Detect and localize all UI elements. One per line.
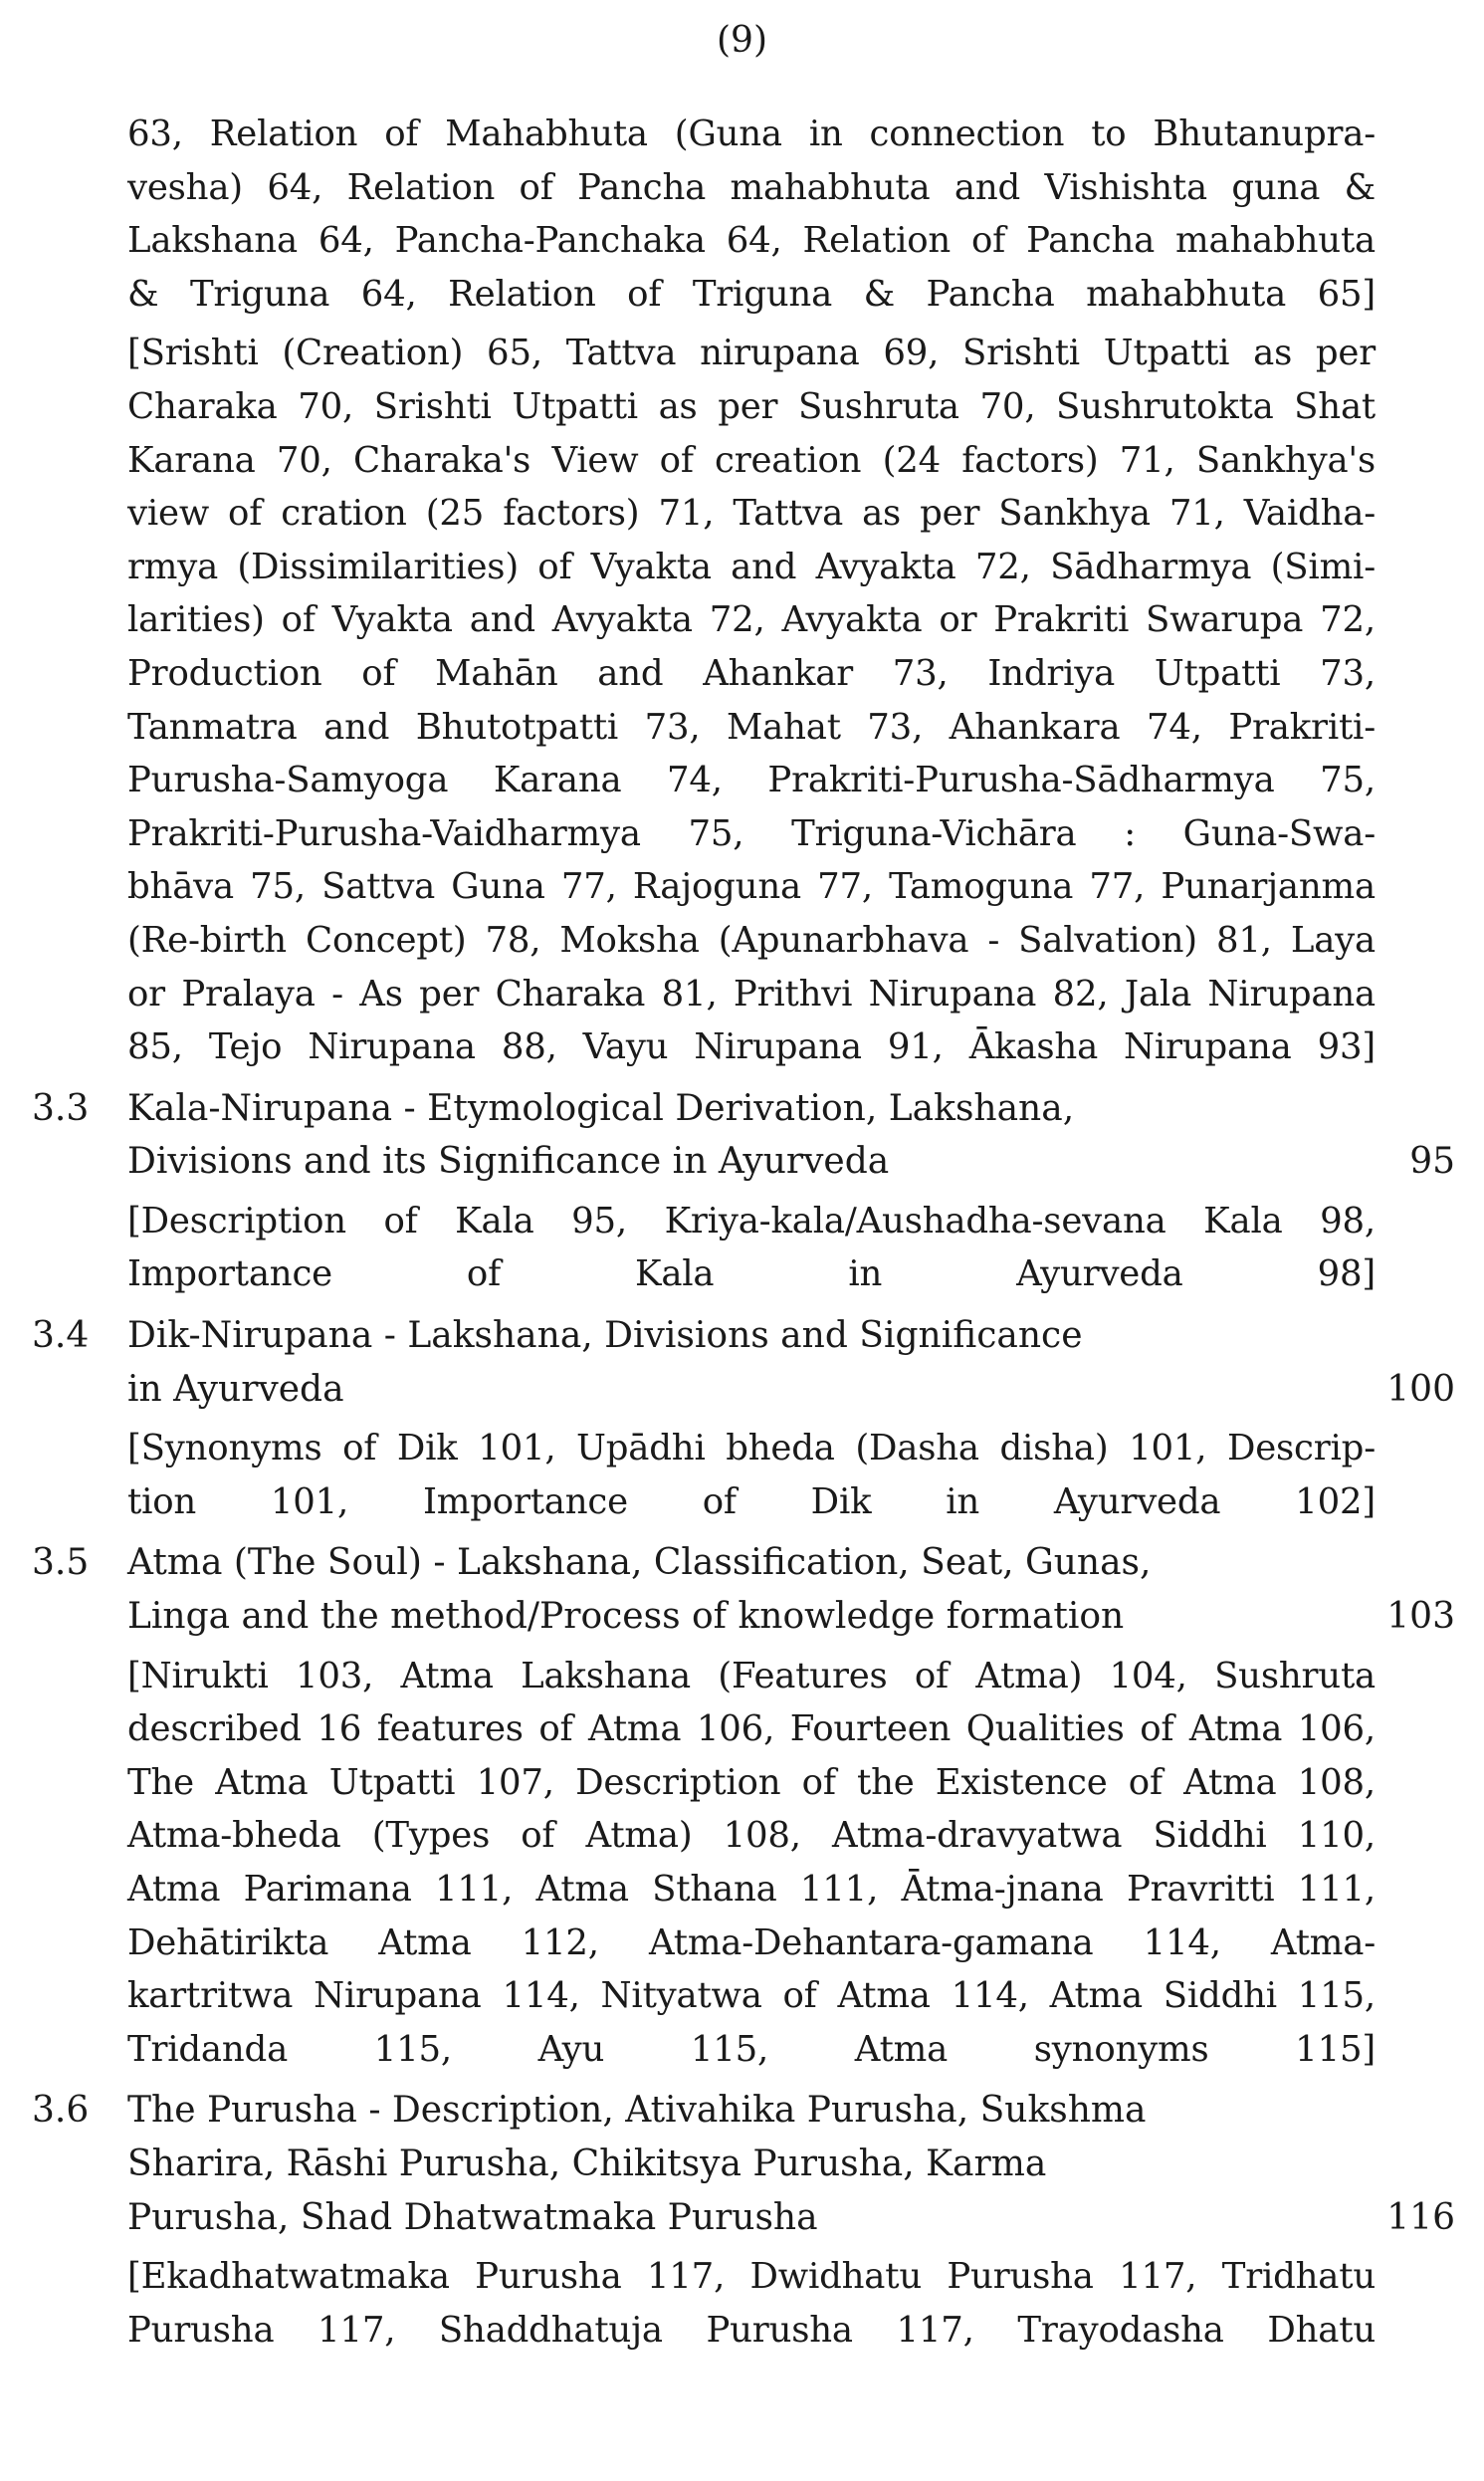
section-number: 3.3 bbox=[32, 1087, 90, 1129]
text-line: Importance of Kala in Ayurveda 98] bbox=[127, 1253, 1376, 1295]
text-line: larities) of Vyakta and Avyakta 72, Avyakta or Prakriti Swarupa 72, bbox=[127, 599, 1376, 641]
section-page-number: 95 bbox=[1409, 1141, 1455, 1183]
text-line: vesha) 64, Relation of Pancha mahabhuta and Vishishta guna & bbox=[127, 166, 1376, 208]
text-line: 85, Tejo Nirupana 88, Vayu Nirupana 91, Ākasha Nirupana 93] bbox=[127, 1026, 1376, 1068]
text-line: Atma-bheda (Types of Atma) 108, Atma-dravyatwa Siddhi 110, bbox=[127, 1815, 1376, 1857]
section-number: 3.4 bbox=[32, 1315, 90, 1357]
section-title bbox=[127, 1536, 1272, 1643]
subtopics-paragraph bbox=[127, 1650, 1376, 2077]
section-title bbox=[127, 2084, 1272, 2244]
section-title bbox=[127, 1309, 1272, 1416]
section-number: 3.5 bbox=[32, 1542, 90, 1584]
page-number: (9) bbox=[717, 20, 767, 61]
text-line: Charaka 70, Srishti Utpatti as per Sushruta 70, Sushrutokta Shat bbox=[127, 385, 1376, 427]
text-line: [Ekadhatwatmaka Purusha 117, Dwidhatu Purusha 117, Tridhatu bbox=[127, 2256, 1376, 2298]
text-line: Dehātirikta Atma 112, Atma-Dehantara-gamana 114, Atma- bbox=[127, 1921, 1376, 1963]
subtopics-paragraph bbox=[127, 1195, 1376, 1301]
subtopics-paragraph bbox=[127, 2250, 1376, 2357]
title-line: Divisions and its Significance in Ayurveda bbox=[127, 1141, 890, 1183]
text-line: Atma Parimana 111, Atma Sthana 111, Ātma-jnana Pravritti 111, bbox=[127, 1869, 1376, 1910]
toc-content bbox=[32, 108, 1455, 2357]
title-line: Purusha, Shad Dhatwatmaka Purusha bbox=[127, 2196, 818, 2238]
section-page-number: 116 bbox=[1386, 2196, 1455, 2238]
text-line: The Atma Utpatti 107, Description of the Existence of Atma 108, bbox=[127, 1761, 1376, 1803]
text-line: Tanmatra and Bhutotpatti 73, Mahat 73, Ahankara 74, Prakriti- bbox=[127, 706, 1376, 748]
text-line: Tridanda 115, Ayu 115, Atma synonyms 115] bbox=[127, 2028, 1376, 2070]
title-line: Atma (The Soul) - Lakshana, Classification, Seat, Gunas, bbox=[127, 1542, 1152, 1584]
text-line: Karana 70, Charaka's View of creation (24 factors) 71, Sankhya's bbox=[127, 439, 1376, 481]
text-line: Purusha 117, Shaddhatuja Purusha 117, Trayodasha Dhatu bbox=[127, 2309, 1376, 2351]
section-title bbox=[127, 1082, 1272, 1189]
title-line: Linga and the method/Process of knowledge formation bbox=[127, 1596, 1125, 1638]
subtopics-paragraph bbox=[127, 1422, 1376, 1528]
title-line: in Ayurveda bbox=[127, 1368, 344, 1410]
text-line: tion 101, Importance of Dik in Ayurveda 102] bbox=[127, 1480, 1376, 1522]
toc-entry-3-6 bbox=[32, 2084, 1455, 2244]
text-line: Purusha-Samyoga Karana 74, Prakriti-Purusha-Sādharmya 75, bbox=[127, 760, 1376, 801]
text-line: or Pralaya - As per Charaka 81, Prithvi Nirupana 82, Jala Nirupana bbox=[127, 973, 1376, 1015]
text-line: [Nirukti 103, Atma Lakshana (Features of Atma) 104, Sushruta bbox=[127, 1655, 1376, 1696]
toc-entry-3-5 bbox=[32, 1536, 1455, 1643]
text-line: Production of Mahān and Ahankar 73, Indriya Utpatti 73, bbox=[127, 652, 1376, 694]
title-line: Kala-Nirupana - Etymological Derivation, Lakshana, bbox=[127, 1087, 1075, 1129]
continuation-paragraph bbox=[127, 108, 1376, 321]
text-line: [Description of Kala 95, Kriya-kala/Aushadha-sevana Kala 98, bbox=[127, 1200, 1376, 1241]
text-line: rmya (Dissimilarities) of Vyakta and Avyakta 72, Sādharmya (Simi- bbox=[127, 546, 1376, 587]
text-line: Lakshana 64, Pancha-Panchaka 64, Relation of Pancha mahabhuta bbox=[127, 220, 1376, 262]
title-line: Dik-Nirupana - Lakshana, Divisions and Significance bbox=[127, 1315, 1083, 1357]
section-page-number: 103 bbox=[1386, 1596, 1455, 1638]
title-line: Sharira, Rāshi Purusha, Chikitsya Purusha, Karma bbox=[127, 2143, 1047, 2184]
text-line: Prakriti-Purusha-Vaidharmya 75, Triguna-Vichāra : Guna-Swa- bbox=[127, 812, 1376, 854]
text-line: view of cration (25 factors) 71, Tattva as per Sankhya 71, Vaidha- bbox=[127, 493, 1376, 535]
srishti-paragraph bbox=[127, 327, 1376, 1073]
text-line: 63, Relation of Mahabhuta (Guna in connection to Bhutanupra- bbox=[127, 113, 1376, 154]
text-line: [Srishti (Creation) 65, Tattva nirupana 69, Srishti Utpatti as per bbox=[127, 333, 1376, 374]
text-line: & Triguna 64, Relation of Triguna & Pancha mahabhuta 65] bbox=[127, 273, 1376, 315]
text-line: (Re-birth Concept) 78, Moksha (Apunarbhava - Salvation) 81, Laya bbox=[127, 919, 1376, 961]
toc-entry-3-4 bbox=[32, 1309, 1455, 1416]
text-line: described 16 features of Atma 106, Fourteen Qualities of Atma 106, bbox=[127, 1708, 1376, 1750]
text-line: bhāva 75, Sattva Guna 77, Rajoguna 77, Tamoguna 77, Punarjanma bbox=[127, 866, 1376, 908]
text-line: [Synonyms of Dik 101, Upādhi bheda (Dasha disha) 101, Descrip- bbox=[127, 1428, 1376, 1469]
title-line: The Purusha - Description, Ativahika Purusha, Sukshma bbox=[127, 2090, 1147, 2132]
toc-entry-3-3 bbox=[32, 1082, 1455, 1189]
text-line: kartritwa Nirupana 114, Nityatwa of Atma 114, Atma Siddhi 115, bbox=[127, 1975, 1376, 2017]
section-page-number: 100 bbox=[1386, 1368, 1455, 1410]
section-number: 3.6 bbox=[32, 2090, 90, 2132]
